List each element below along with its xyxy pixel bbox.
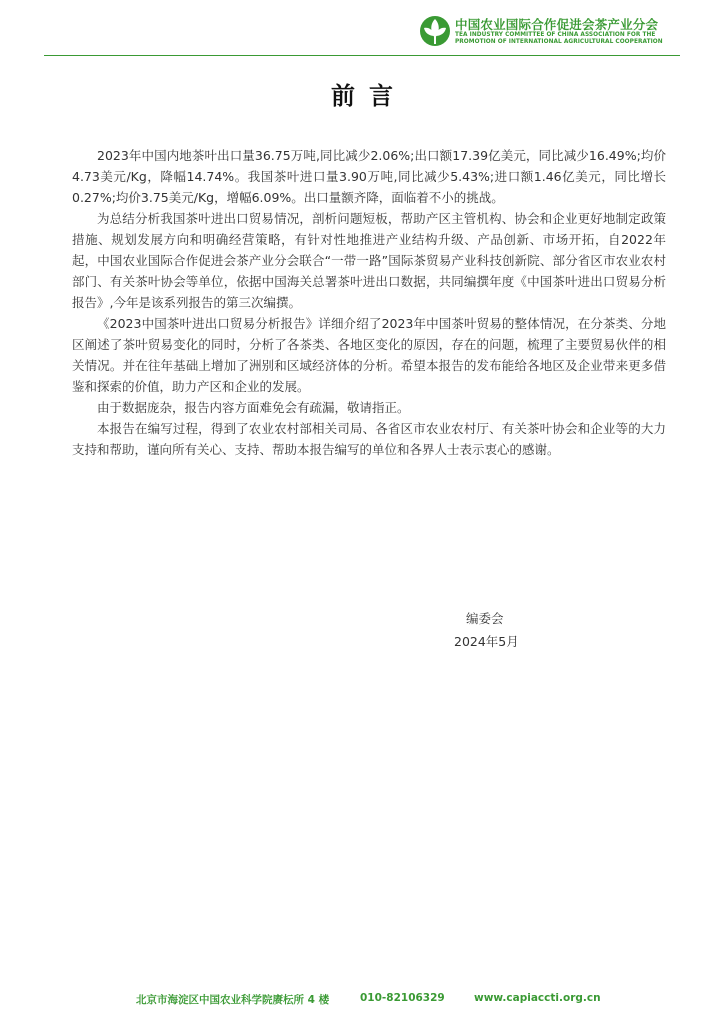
paragraph: 为总结分析我国茶叶进出口贸易情况，剖析问题短板，帮助产区主管机构、协会和企业更好地制定政策措施、规划发展方向和明确经营策略，有针对性地推进产业结构升级、产品创新、市场开拓，自2022年起，中国农业国际合作促进会茶产业分会联合“一带一路”国际茶贸易产业科技创新院、部分省区市农业农村部门、有关茶叶协会等单位，依据中国海关总署茶叶进出口数据，共同编撰年度《中国茶叶进出口贸易分析报告》,今年是该系列报告的第三次编撰。 — [72, 211, 666, 310]
header-divider — [44, 55, 680, 56]
paragraph: 本报告在编写过程，得到了农业农村部相关司局、各省区市农业农村厅、有关茶叶协会和企业等的大力支持和帮助，谨向所有关心、支持、帮助本报告编写的单位和各界人士表示衷心的感谢。 — [72, 421, 666, 457]
paragraph: 由于数据庞杂，报告内容方面难免会有疏漏，敬请指正。 — [97, 400, 410, 415]
signature-author: 编委会 — [466, 611, 504, 626]
footer — [0, 992, 724, 1012]
org-name-en-line: TEA INDUSTRY COMMITTEE OF CHINA ASSOCIATION FOR THE — [455, 32, 656, 38]
footer-phone: 010-82106329 — [360, 992, 445, 1004]
org-name-en — [455, 32, 685, 47]
org-name-cn: 中国农业国际合作促进会茶产业分会 — [455, 17, 659, 32]
tea-leaf-logo-icon — [418, 14, 452, 48]
paragraph: 2023年中国内地茶叶出口量36.75万吨,同比减少2.06%;出口额17.39亿美元，同比减少16.49%;均价4.73美元/Kg，降幅14.74%。我国茶叶进口量3.90万吨,同比减少5.43%;进口额1.46亿美元，同比增长0.27%;均价3.75美元/Kg，增幅6.09%。出口量额齐降，面临着不小的挑战。 — [72, 148, 666, 205]
page-title: 前言 — [331, 82, 407, 110]
preface-body — [72, 145, 666, 460]
signature-date: 2024年5月 — [454, 634, 519, 649]
footer-address: 北京市海淀区中国农业科学院赓枟所 4 楼 — [136, 994, 330, 1006]
footer-website-link[interactable]: www.capiaccti.org.cn — [474, 992, 601, 1004]
paragraph: 《2023中国茶叶进出口贸易分析报告》详细介绍了2023年中国茶叶贸易的整体情况，在分茶类、分地区阐述了茶叶贸易变化的同时，分析了各茶类、各地区变化的原因，存在的问题，梳理了主要贸易伙伴的相关情况。并在往年基础上增加了洲别和区域经济体的分析。希望本报告的发布能给各地区及企业带来更多借鉴和探索的价值，助力产区和企业的发展。 — [72, 316, 666, 394]
letterhead — [0, 0, 724, 60]
org-name-en-line: PROMOTION OF INTERNATIONAL AGRICULTURAL COOPERATION — [455, 39, 663, 46]
